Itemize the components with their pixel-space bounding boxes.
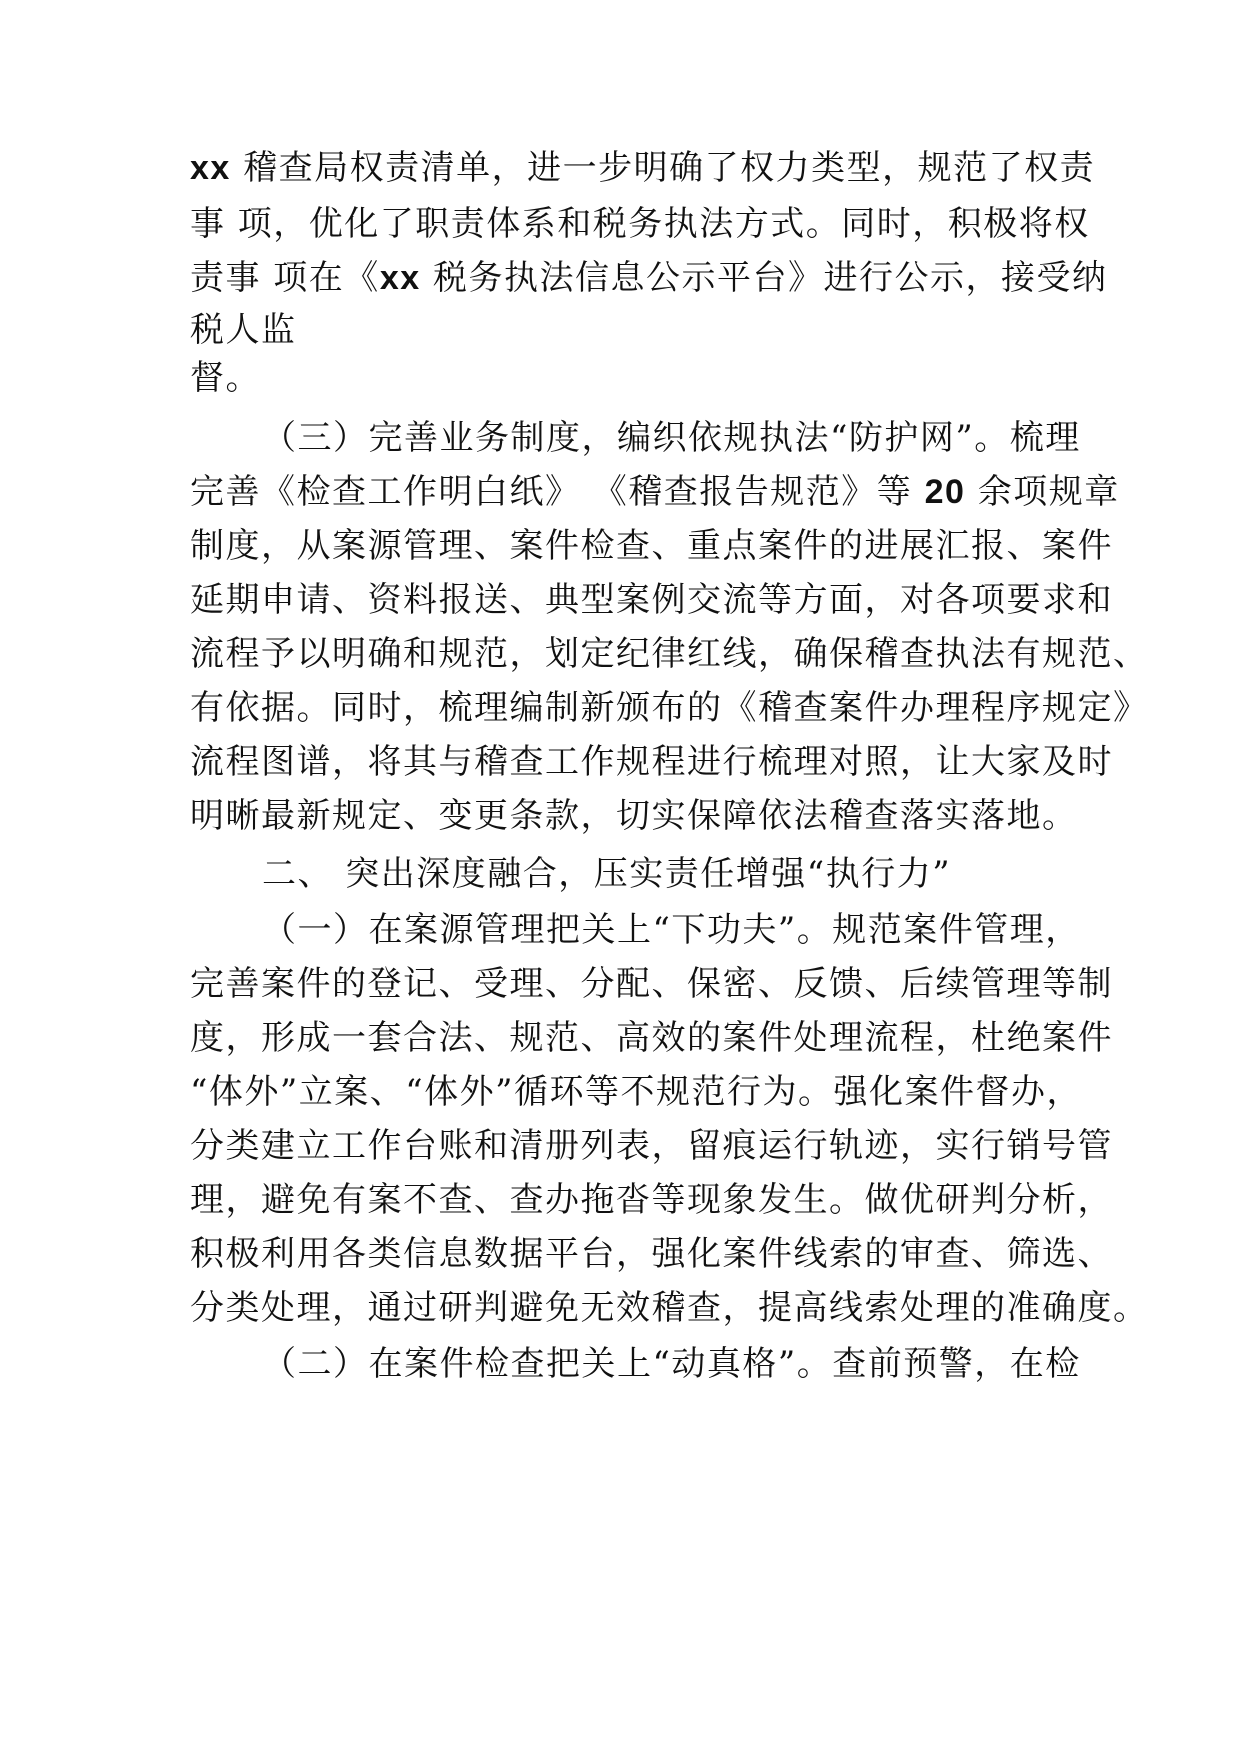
text-line: 流程予以明确和规范，划定纪律红线，确保稽查执法有规范、	[190, 634, 1149, 674]
text-segment: 责事 项在《	[190, 258, 380, 298]
text-line: （三）完善业务制度，编织依规执法“防护网”。梳理	[262, 418, 1081, 458]
text-line: 税人监	[190, 310, 297, 350]
text-segment: 完善《检查工作明白纸》 《稽查报告规范》等	[190, 472, 925, 512]
text-bold: 20	[924, 473, 966, 511]
text-segment: 稽查局权责清单，进一步明确了权力类型，规范了权责	[230, 148, 1096, 188]
text-line: 理，避免有案不查、查办拖沓等现象发生。做优研判分析，	[190, 1180, 1113, 1220]
text-line: 制度，从案源管理、案件检查、重点案件的进展汇报、案件	[190, 526, 1113, 566]
text-line: 分类建立工作台账和清册列表，留痕运行轨迹，实行销号管	[190, 1126, 1113, 1166]
text-line: 积极利用各类信息数据平台，强化案件线索的审查、筛选、	[190, 1234, 1113, 1274]
text-line: 事 项，优化了职责体系和税务执法方式。同时，积极将权	[190, 204, 1090, 244]
text-line	[190, 144, 1096, 192]
text-line: 明晰最新规定、变更条款，切实保障依法稽查落实落地。	[190, 796, 1078, 836]
text-line: 流程图谱，将其与稽查工作规程进行梳理对照，让大家及时	[190, 742, 1113, 782]
text-line: 分类处理，通过研判避免无效稽查，提高线索处理的准确度。	[190, 1288, 1149, 1328]
text-line: 延期申请、资料报送、典型案例交流等方面，对各项要求和	[190, 580, 1113, 620]
text-line: 督。	[190, 358, 261, 398]
text-bold: xx	[379, 259, 421, 297]
text-segment: 税务执法信息公示平台》进行公示，接受纳	[420, 258, 1108, 298]
text-segment: 余项规章	[965, 472, 1120, 512]
text-line: （二）在案件检查把关上“动真格”。查前预警，在检	[262, 1344, 1081, 1384]
text-line: （一）在案源管理把关上“下功夫”。规范案件管理，	[262, 910, 1081, 950]
text-line: 完善案件的登记、受理、分配、保密、反馈、后续管理等制	[190, 964, 1113, 1004]
text-bold: xx	[190, 149, 231, 187]
text-line: 度，形成一套合法、规范、高效的案件处理流程，杜绝案件	[190, 1018, 1113, 1058]
text-line	[190, 468, 1120, 516]
section-heading: 二、 突出深度融合，压实责任增强“执行力”	[262, 854, 952, 894]
text-line	[190, 254, 1108, 302]
text-line: 有依据。同时，梳理编制新颁布的《稽查案件办理程序规定》	[190, 688, 1149, 728]
text-line: “体外”立案、“体外”循环等不规范行为。强化案件督办，	[190, 1072, 1083, 1112]
